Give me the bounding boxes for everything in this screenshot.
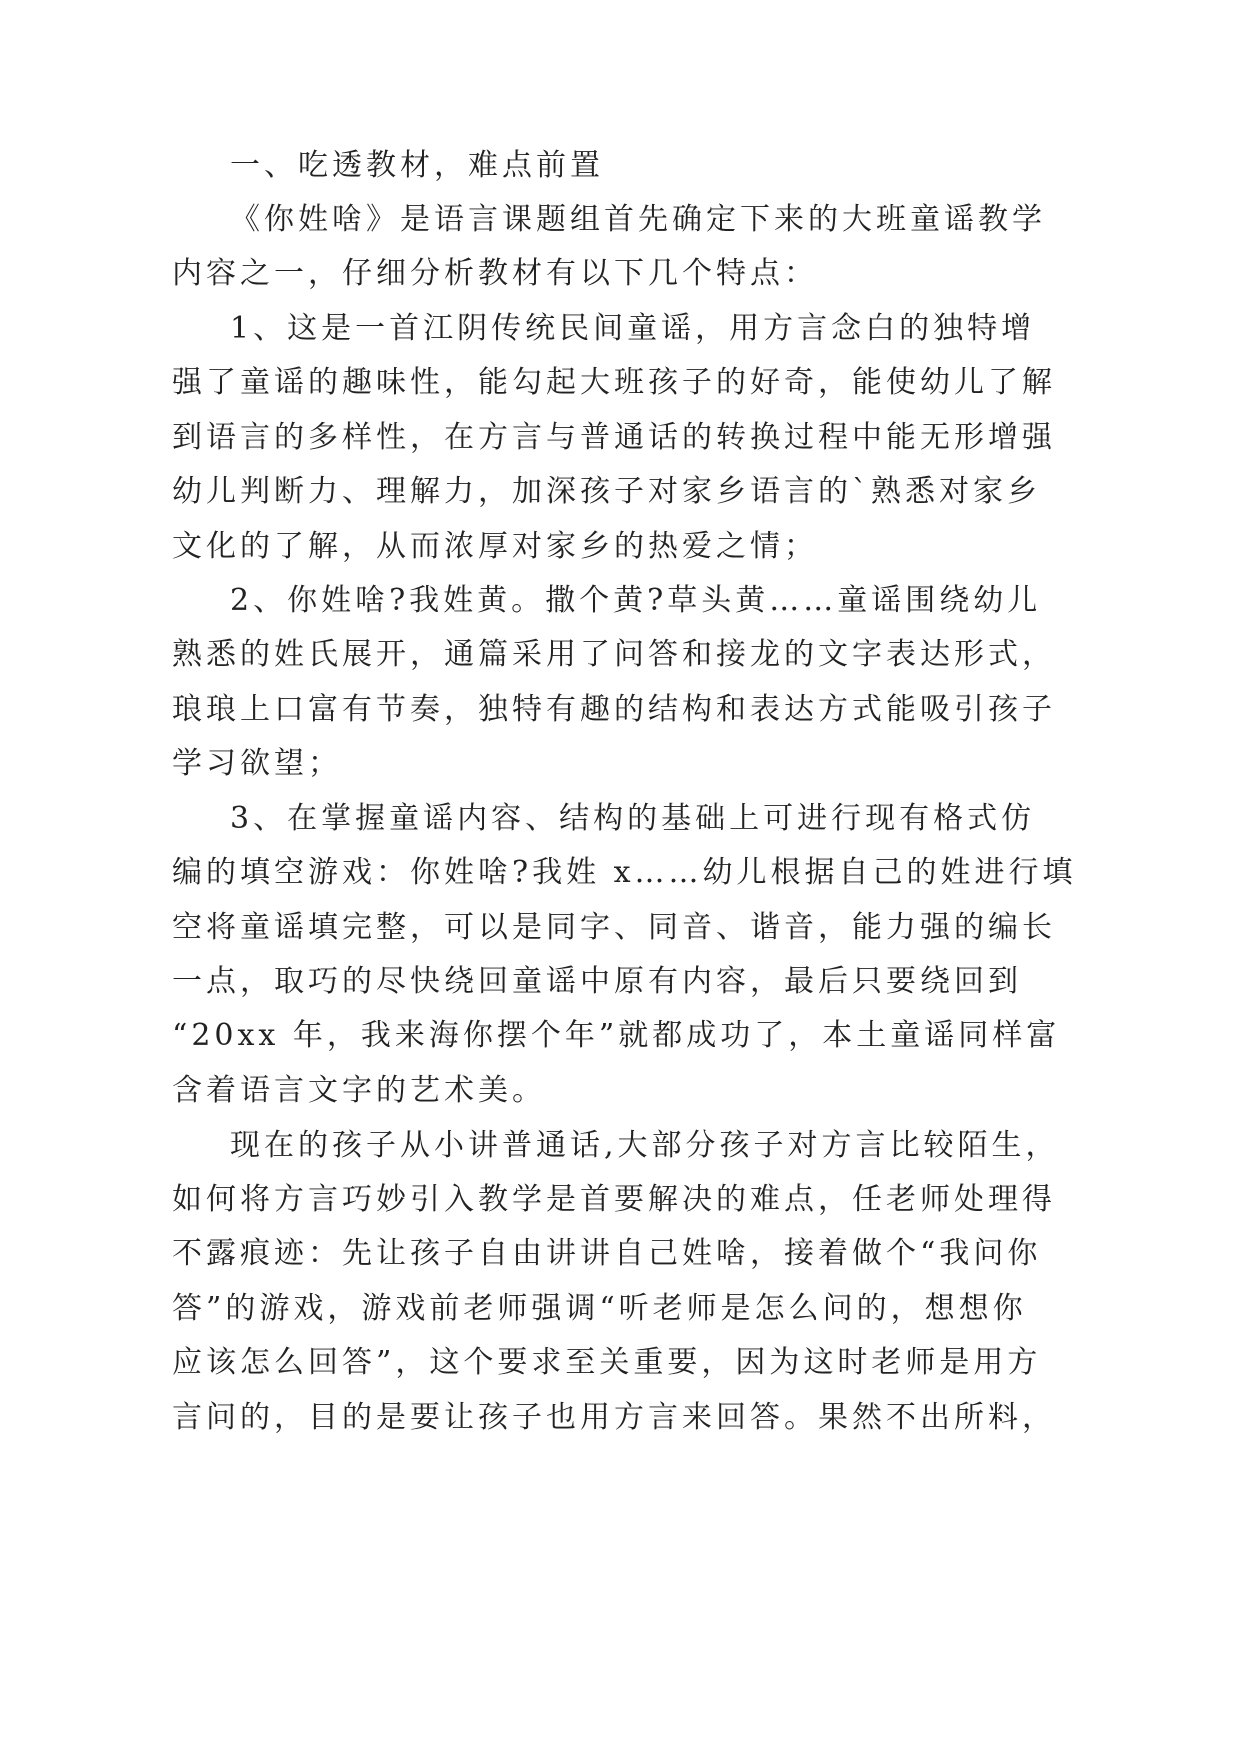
paragraph-line: 答”的游戏，游戏前老师强调“听老师是怎么问的，想想你: [172, 1291, 1027, 1326]
paragraph-line: 现在的孩子从小讲普通话,大部分孩子对方言比较陌生，: [230, 1128, 1060, 1163]
paragraph-line: 空将童谣填完整，可以是同字、同音、谐音，能力强的编长: [172, 910, 1056, 945]
paragraph-line: 内容之一，仔细分析教材有以下几个特点：: [172, 256, 818, 291]
paragraph-line: 到语言的多样性，在方言与普通话的转换过程中能无形增强: [172, 420, 1056, 455]
paragraph-line: “20xx 年，我来海你摆个年”就都成功了，本土童谣同样富: [172, 1018, 1061, 1053]
paragraph-line: 如何将方言巧妙引入教学是首要解决的难点，任老师处理得: [172, 1182, 1056, 1217]
paragraph-line: 琅琅上口富有节奏，独特有趣的结构和表达方式能吸引孩子: [172, 692, 1056, 727]
paragraph-line: 《你姓啥》是语言课题组首先确定下来的大班童谣教学: [230, 202, 1046, 237]
paragraph-line: 2、你姓啥?我姓黄。撒个黄?草头黄……童谣围绕幼儿: [230, 583, 1042, 618]
section-heading: 一、吃透教材，难点前置: [230, 148, 604, 183]
paragraph-line: 应该怎么回答”，这个要求至关重要，因为这时老师是用方: [172, 1345, 1042, 1380]
paragraph-line: 含着语言文字的艺术美。: [172, 1073, 546, 1108]
paragraph-line: 强了童谣的趣味性，能勾起大班孩子的好奇，能使幼儿了解: [172, 365, 1056, 400]
paragraph-line: 学习欲望；: [172, 746, 342, 781]
paragraph-line: 幼儿判断力、理解力，加深孩子对家乡语言的`熟悉对家乡: [172, 474, 1041, 509]
paragraph-line: 不露痕迹：先让孩子自由讲讲自己姓啥，接着做个“我问你: [172, 1236, 1042, 1271]
paragraph-line: 言问的，目的是要让孩子也用方言来回答。果然不出所料，: [172, 1400, 1056, 1435]
paragraph-line: 熟悉的姓氏展开，通篇采用了问答和接龙的文字表达形式，: [172, 637, 1056, 672]
paragraph-line: 1、这是一首江阴传统民间童谣，用方言念白的独特增: [230, 311, 1036, 346]
paragraph-line: 一点，取巧的尽快绕回童谣中原有内容，最后只要绕回到: [172, 964, 1022, 999]
paragraph-line: 编的填空游戏：你姓啥?我姓 x……幼儿根据自己的姓进行填: [172, 855, 1077, 890]
paragraph-line: 3、在掌握童谣内容、结构的基础上可进行现有格式仿: [230, 801, 1036, 836]
paragraph-line: 文化的了解，从而浓厚对家乡的热爱之情；: [172, 529, 818, 564]
